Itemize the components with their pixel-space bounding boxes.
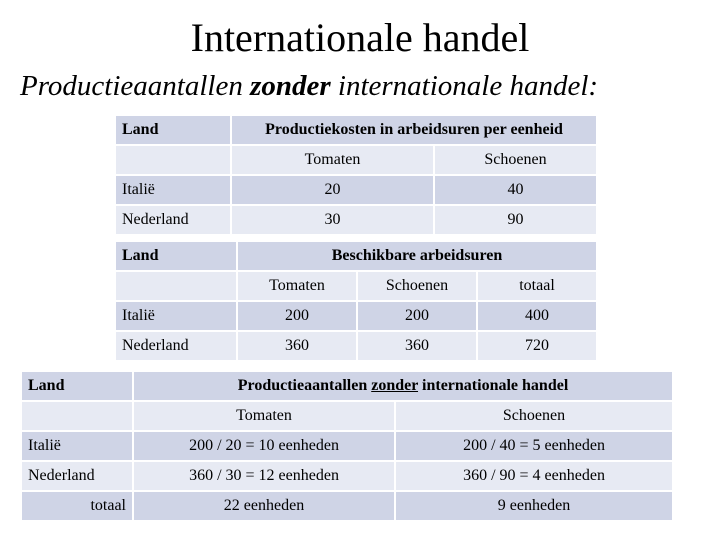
table-cell: 200 xyxy=(356,302,476,332)
table-cell: 30 xyxy=(230,206,433,236)
table-row xyxy=(116,176,596,206)
totaal-header: totaal xyxy=(476,272,596,302)
empty-cell xyxy=(22,402,132,432)
schoenen-header: Schoenen xyxy=(356,272,476,302)
subtitle-after: internationale handel: xyxy=(330,70,599,102)
table-cell: 40 xyxy=(433,176,596,206)
land-column-header: Land xyxy=(22,372,132,402)
row-label: Nederland xyxy=(116,206,230,236)
table-cell: 400 xyxy=(476,302,596,332)
production-cost-table xyxy=(116,116,596,236)
available-hours-table xyxy=(116,242,596,362)
table-row xyxy=(116,332,596,362)
total-cell: 22 eenheden xyxy=(132,492,394,522)
row-label: Nederland xyxy=(22,462,132,492)
table-header-row xyxy=(116,242,596,272)
table-subheader-row xyxy=(22,402,672,432)
tomaten-header: Tomaten xyxy=(132,402,394,432)
table-row xyxy=(116,206,596,236)
table-cell: 200 xyxy=(236,302,356,332)
tomaten-header: Tomaten xyxy=(230,146,433,176)
table-cell: 360 / 30 = 12 eenheden xyxy=(132,462,394,492)
table-row xyxy=(116,302,596,332)
available-hours-header: Beschikbare arbeidsuren xyxy=(236,242,596,272)
total-cell: 9 eenheden xyxy=(394,492,672,522)
table-row xyxy=(22,432,672,462)
table-cell: 200 / 20 = 10 eenheden xyxy=(132,432,394,462)
table-cell: 360 / 90 = 4 eenheden xyxy=(394,462,672,492)
subtitle-before: Productieaantallen xyxy=(20,70,251,102)
empty-cell xyxy=(116,272,236,302)
schoenen-header: Schoenen xyxy=(433,146,596,176)
table-header-row xyxy=(116,116,596,146)
header-emphasis: zonder xyxy=(371,377,419,394)
table-cell: 90 xyxy=(433,206,596,236)
table-subheader-row xyxy=(116,146,596,176)
table-cell: 360 xyxy=(356,332,476,362)
header-after: internationale handel xyxy=(418,377,569,394)
total-label: totaal xyxy=(22,492,132,522)
header-before: Productieaantallen xyxy=(237,377,372,394)
empty-cell xyxy=(116,146,230,176)
table-cell: 20 xyxy=(230,176,433,206)
subtitle-emphasis: zonder xyxy=(250,70,331,102)
table-row xyxy=(22,462,672,492)
table-cell: 360 xyxy=(236,332,356,362)
row-label: Italië xyxy=(116,176,230,206)
schoenen-header: Schoenen xyxy=(394,402,672,432)
table-total-row xyxy=(22,492,672,522)
production-quantities-header xyxy=(132,372,672,402)
table-cell: 720 xyxy=(476,332,596,362)
tomaten-header: Tomaten xyxy=(236,272,356,302)
row-label: Italië xyxy=(22,432,132,462)
production-cost-header: Productiekosten in arbeidsuren per eenheid xyxy=(230,116,596,146)
row-label: Nederland xyxy=(116,332,236,362)
table-cell: 200 / 40 = 5 eenheden xyxy=(394,432,672,462)
page-subtitle xyxy=(20,68,598,104)
production-quantities-table xyxy=(22,372,672,522)
row-label: Italië xyxy=(116,302,236,332)
land-column-header: Land xyxy=(116,242,236,272)
table-header-row xyxy=(22,372,672,402)
page-title: Internationale handel xyxy=(190,15,530,60)
table-subheader-row xyxy=(116,272,596,302)
land-column-header: Land xyxy=(116,116,230,146)
